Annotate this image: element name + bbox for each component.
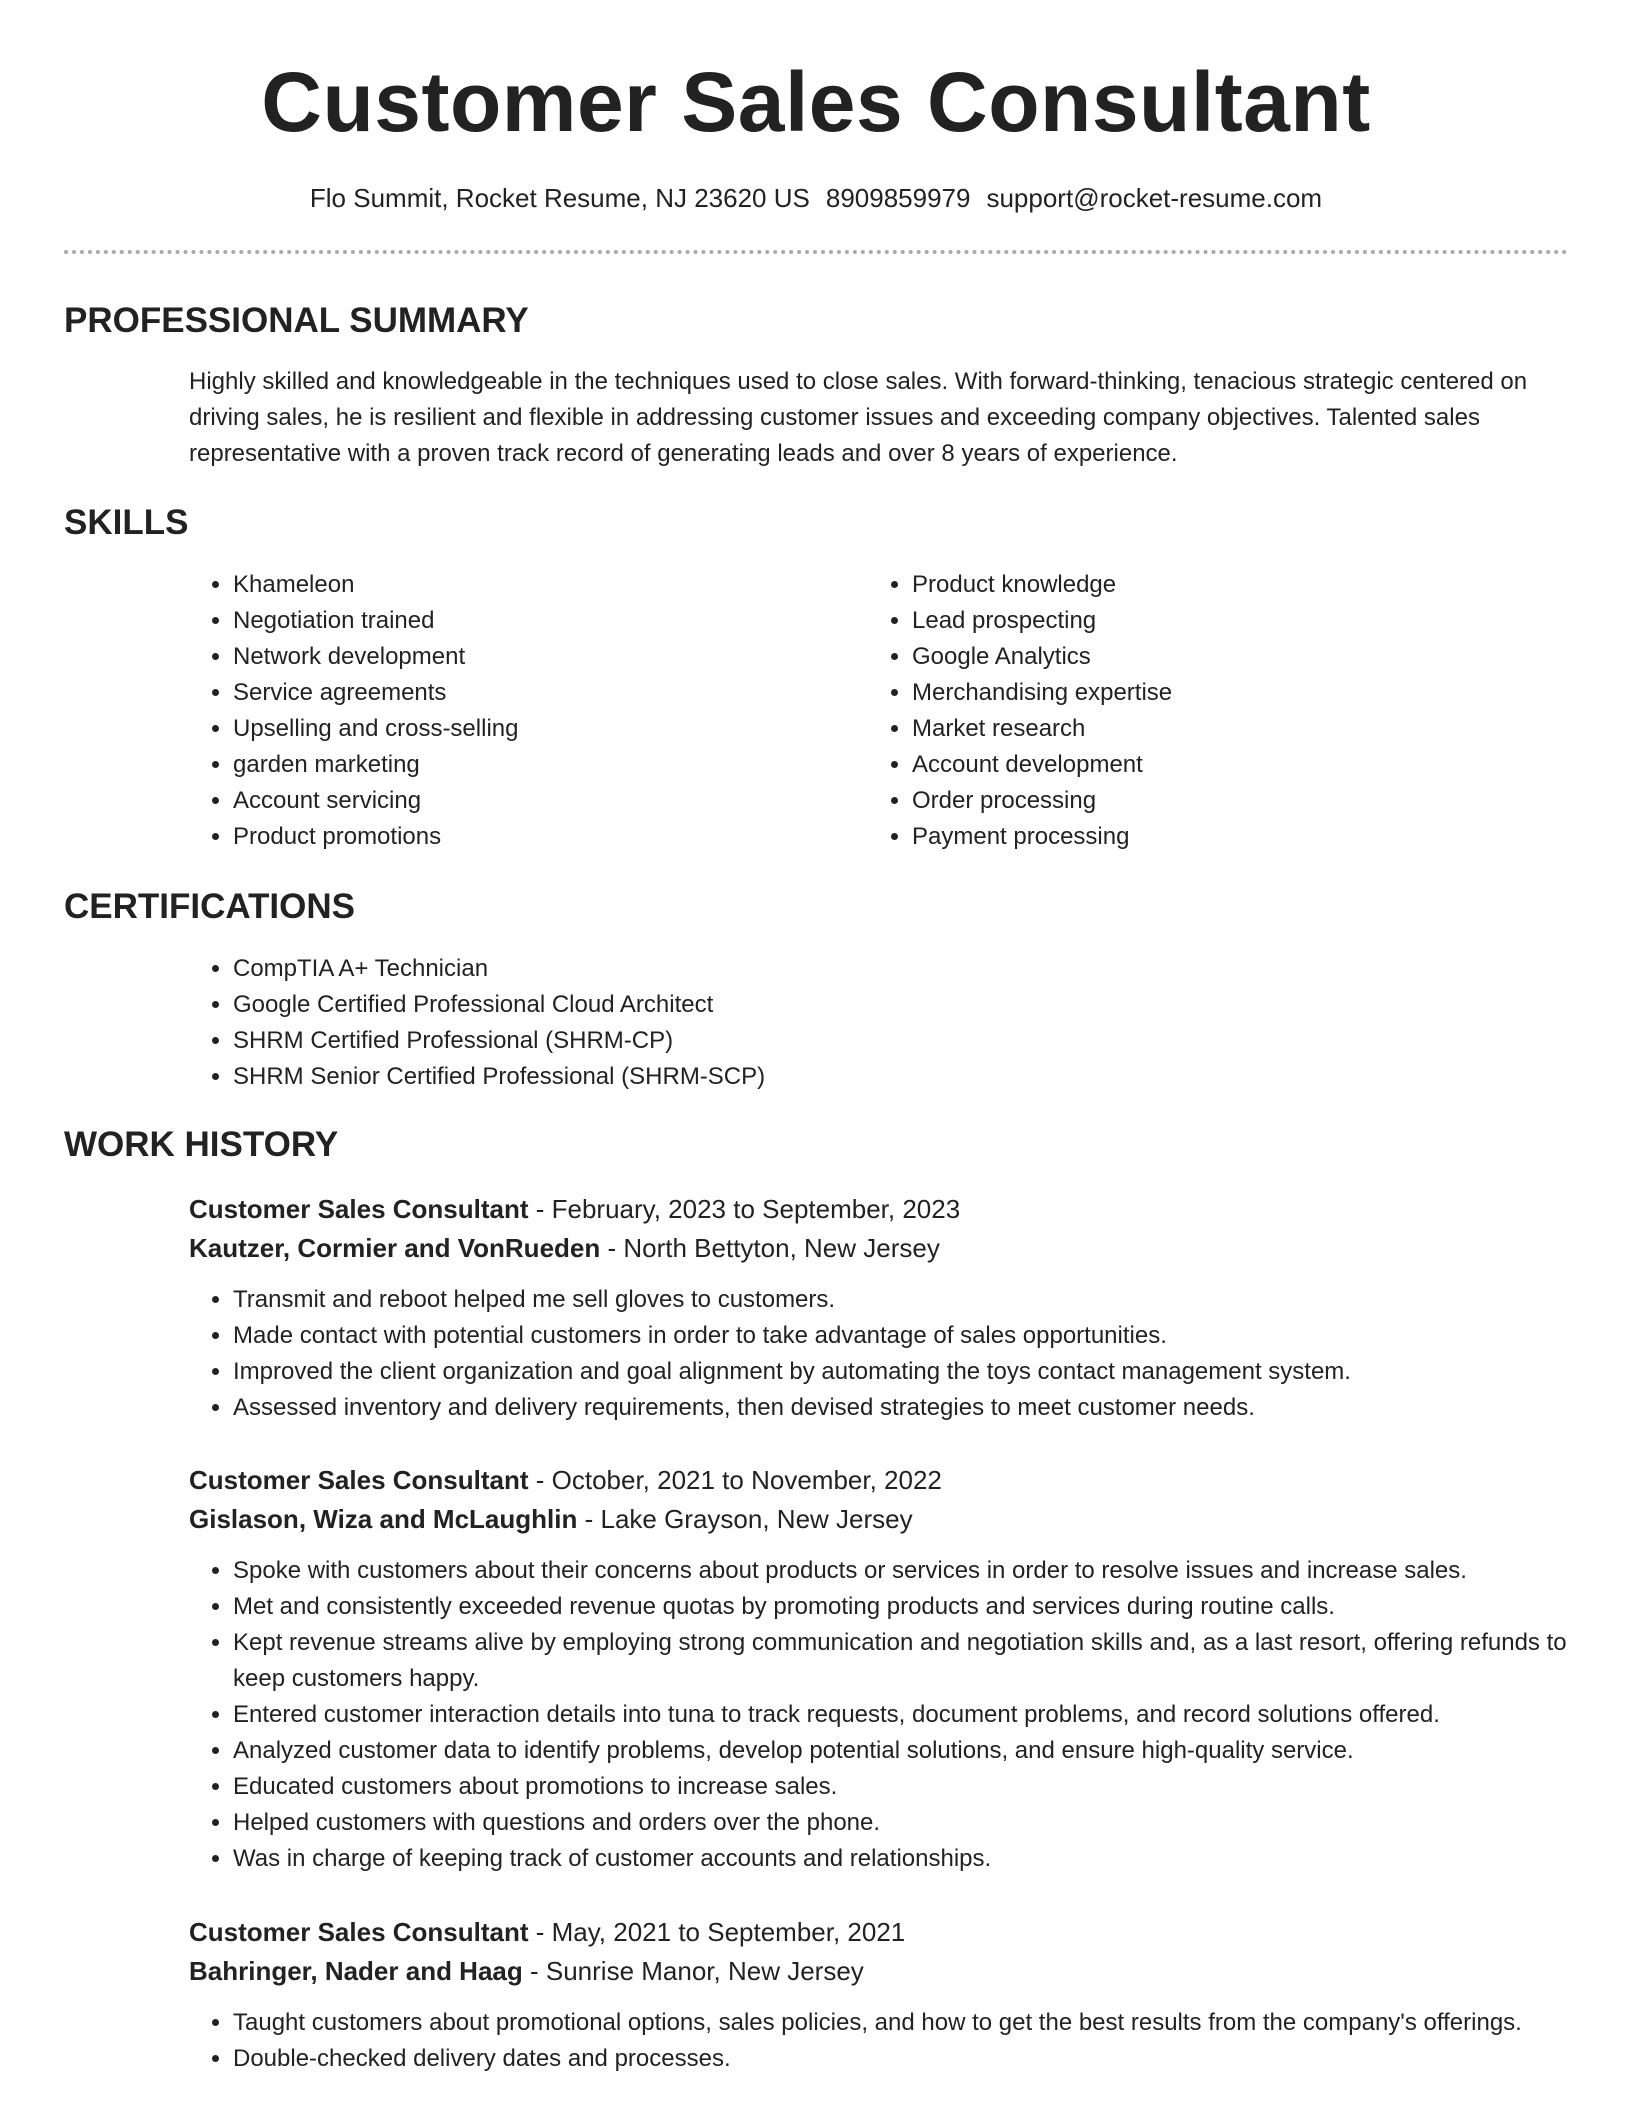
job-title-line [189, 1190, 1569, 1229]
skill-item: • Service agreements [233, 675, 829, 711]
contact-phone: 8909859979 [825, 183, 971, 213]
summary-heading: PROFESSIONAL SUMMARY [64, 301, 529, 340]
job-company: Gislason, Wiza and McLaughlin [189, 1504, 578, 1534]
job-bullet: • Transmit and reboot helped me sell gloves to customers. [233, 1282, 1569, 1318]
job-bullets [189, 1553, 1569, 1877]
job-role: Customer Sales Consultant [189, 1465, 529, 1495]
contact-address: Flo Summit, Rocket Resume, NJ 23620 US [309, 183, 810, 213]
job-location: - Sunrise Manor, New Jersey [522, 1956, 864, 1986]
job-location: - Lake Grayson, New Jersey [577, 1504, 913, 1534]
job-dates: - May, 2021 to September, 2021 [528, 1917, 906, 1947]
job-bullet: • Analyzed customer data to identify problems, develop potential solutions, and ensure high-quality service. [233, 1733, 1569, 1769]
work-history-heading: WORK HISTORY [64, 1125, 339, 1164]
contact-email[interactable]: support@rocket-resume.com [986, 183, 1323, 213]
job-bullet: • Entered customer interaction details into tuna to track requests, document problems, and record solutions offered. [233, 1697, 1569, 1733]
job-bullet: • Helped customers with questions and orders over the phone. [233, 1805, 1569, 1841]
job-bullet: • Was in charge of keeping track of customer accounts and relationships. [233, 1841, 1569, 1877]
certifications-list [189, 951, 1089, 1095]
skill-item: • garden marketing [233, 747, 829, 783]
job-entry [189, 1913, 1569, 2077]
skills-list-left [189, 567, 829, 855]
job-role: Customer Sales Consultant [189, 1194, 529, 1224]
job-bullet: • Spoke with customers about their concerns about products or services in order to resolve issues and increase sales. [233, 1553, 1569, 1589]
resume-name: Customer Sales Consultant [261, 55, 1371, 149]
certification-item: • Google Certified Professional Cloud Architect [233, 987, 1089, 1023]
skill-item: • Product promotions [233, 819, 829, 855]
certification-item: • CompTIA A+ Technician [233, 951, 1089, 987]
job-bullet: • Assessed inventory and delivery requirements, then devised strategies to meet customer needs. [233, 1390, 1569, 1426]
skill-item: • Upselling and cross-selling [233, 711, 829, 747]
job-bullets [189, 2005, 1569, 2077]
skill-item: • Network development [233, 639, 829, 675]
contact-line [0, 178, 1632, 218]
job-company: Bahringer, Nader and Haag [189, 1956, 523, 1986]
job-role: Customer Sales Consultant [189, 1917, 529, 1947]
job-location: - North Bettyton, New Jersey [600, 1233, 940, 1263]
skill-item: • Market research [912, 711, 1508, 747]
skill-item: • Lead prospecting [912, 603, 1508, 639]
certification-item: • SHRM Certified Professional (SHRM-CP) [233, 1023, 1089, 1059]
skill-item: • Account development [912, 747, 1508, 783]
certifications-heading: CERTIFICATIONS [64, 887, 356, 926]
job-bullet: • Educated customers about promotions to increase sales. [233, 1769, 1569, 1805]
job-bullets [189, 1282, 1569, 1426]
skill-item: • Product knowledge [912, 567, 1508, 603]
job-company-line [189, 1500, 1569, 1539]
skills-heading: SKILLS [64, 503, 189, 542]
skill-item: • Khameleon [233, 567, 829, 603]
skill-item: • Merchandising expertise [912, 675, 1508, 711]
job-company: Kautzer, Cormier and VonRueden [189, 1233, 601, 1263]
job-dates: - February, 2023 to September, 2023 [528, 1194, 961, 1224]
skills-list-right [868, 567, 1508, 855]
skill-item: • Order processing [912, 783, 1508, 819]
skill-item: • Google Analytics [912, 639, 1508, 675]
skill-item: • Account servicing [233, 783, 829, 819]
job-title-line [189, 1913, 1569, 1952]
job-bullet: • Taught customers about promotional options, sales policies, and how to get the best results from the company's offerings. [233, 2005, 1569, 2041]
skill-item: • Payment processing [912, 819, 1508, 855]
job-title-line [189, 1461, 1569, 1500]
skill-item: • Negotiation trained [233, 603, 829, 639]
job-dates: - October, 2021 to November, 2022 [528, 1465, 942, 1495]
job-company-line [189, 1952, 1569, 1991]
job-entry [189, 1190, 1569, 1426]
job-bullet: • Met and consistently exceeded revenue quotas by promoting products and services during routine calls. [233, 1589, 1569, 1625]
job-bullet: • Double-checked delivery dates and processes. [233, 2041, 1569, 2077]
job-company-line [189, 1229, 1569, 1268]
certification-item: • SHRM Senior Certified Professional (SHRM-SCP) [233, 1059, 1089, 1095]
job-bullet: • Improved the client organization and goal alignment by automating the toys contact management system. [233, 1354, 1569, 1390]
job-entry [189, 1461, 1569, 1877]
job-bullet: • Kept revenue streams alive by employing strong communication and negotiation skills and, as a last resort, offering refunds to keep customers happy. [233, 1625, 1569, 1697]
header-divider [64, 250, 1568, 254]
summary-text: Highly skilled and knowledgeable in the techniques used to close sales. With forward-thinking, tenacious strategic centered on driving sales, he is resilient and flexible in addressing customer issues and exceeding company objectives. Talented sales representative with a proven track record of generating leads and over 8 years of experience. [189, 368, 1528, 467]
job-bullet: • Made contact with potential customers in order to take advantage of sales opportunities. [233, 1318, 1569, 1354]
